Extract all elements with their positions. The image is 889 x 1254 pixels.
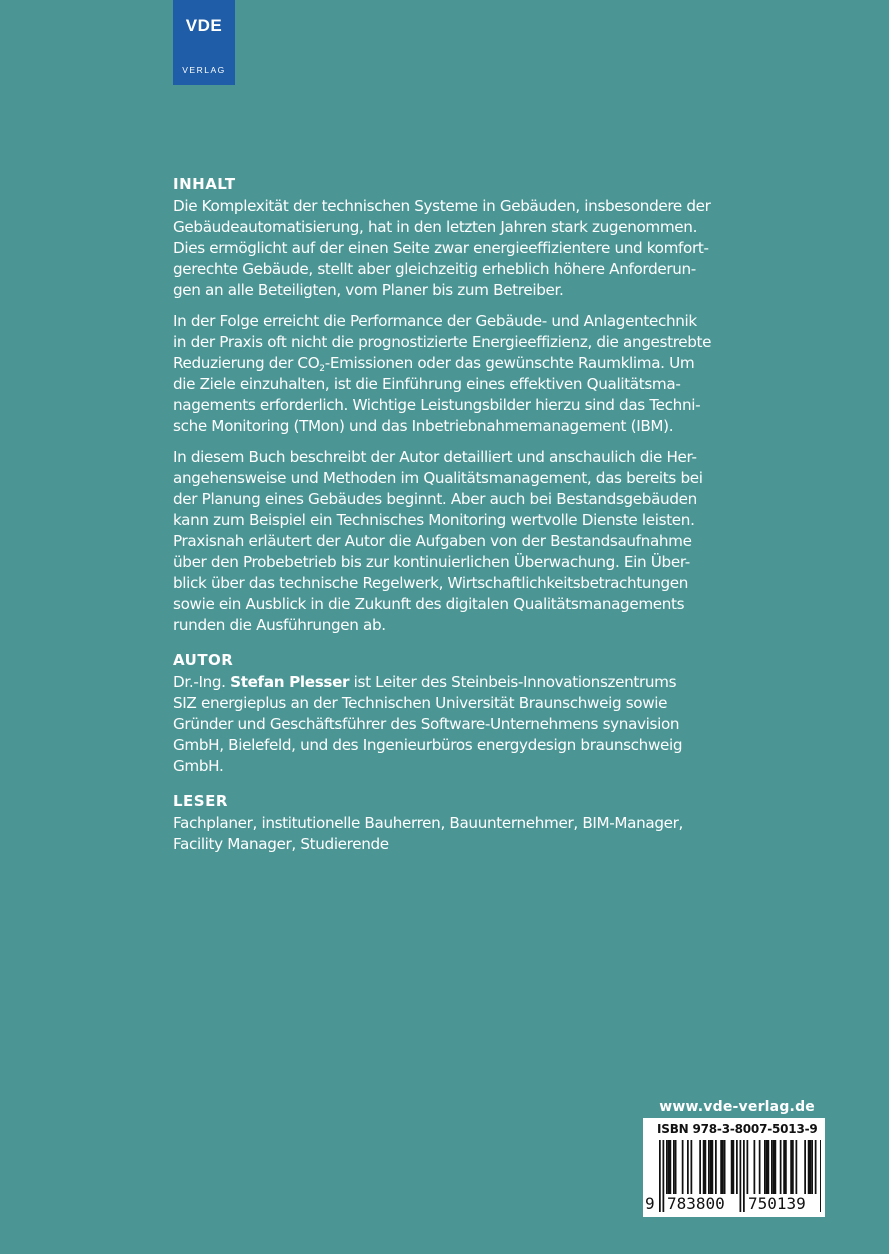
text-line: der Planung eines Gebäudes beginnt. Aber auch bei Bestandsgebäuden bbox=[173, 490, 697, 508]
vde-verlag-logo bbox=[173, 0, 235, 85]
barcode-bar bbox=[668, 1140, 670, 1194]
text-line: Facility Manager, Studierende bbox=[173, 835, 389, 853]
text-line: angehensweise und Methoden im Qualitätsmanagement, das bereits bei bbox=[173, 469, 703, 487]
text-line: Gründer und Geschäftsführer des Software-Unternehmens synavision bbox=[173, 715, 680, 733]
heading-autor: AUTOR bbox=[173, 651, 234, 669]
barcode-box bbox=[643, 1118, 825, 1217]
text-line: die Ziele einzuhalten, ist die Einführung eines effektiven Qualitätsma- bbox=[173, 375, 681, 393]
logo-verlag-text: VERLAG bbox=[182, 65, 226, 75]
barcode-bar bbox=[712, 1140, 714, 1194]
barcode-bar bbox=[810, 1140, 812, 1194]
barcode-bar bbox=[783, 1140, 785, 1194]
barcode-bar bbox=[764, 1140, 766, 1194]
barcode-bar bbox=[743, 1140, 745, 1212]
back-cover-text bbox=[173, 172, 733, 855]
author-name: Stefan Plesser bbox=[230, 673, 350, 691]
text-line: in der Praxis oft nicht die prognostizierte Energieeffizienz, die angestrebte bbox=[173, 333, 712, 351]
barcode-bar bbox=[754, 1140, 756, 1194]
heading-leser: LESER bbox=[173, 792, 228, 810]
barcode-bar bbox=[740, 1140, 742, 1212]
text-line: sche Monitoring (TMon) und das Inbetriebnahmemanagement (IBM). bbox=[173, 417, 674, 435]
barcode-bar bbox=[703, 1140, 705, 1194]
text-line: gerechte Gebäude, stellt aber gleichzeitig erheblich höhere Anforderun- bbox=[173, 260, 696, 278]
text-line: über den Probebetrieb bis zur kontinuierlichen Überwachung. Ein Über- bbox=[173, 553, 690, 571]
barcode-bar bbox=[691, 1140, 693, 1194]
barcode-bar bbox=[808, 1140, 810, 1194]
barcode-right-digits: 750139 bbox=[748, 1194, 806, 1213]
barcode-bar bbox=[708, 1140, 710, 1194]
text-fragment: ist Leiter des Steinbeis-Innovationszentrums bbox=[349, 673, 677, 691]
barcode-bar bbox=[771, 1140, 773, 1194]
section-autor bbox=[173, 648, 733, 777]
barcode-bar bbox=[724, 1140, 726, 1194]
text-line: nagements erforderlich. Wichtige Leistungsbilder hierzu sind das Techni- bbox=[173, 396, 701, 414]
text-line: Dies ermöglicht auf der einen Seite zwar energieeffizientere und komfort- bbox=[173, 239, 709, 257]
barcode-bar bbox=[666, 1140, 668, 1194]
paragraph-3 bbox=[173, 447, 733, 636]
barcode-bar bbox=[675, 1140, 677, 1194]
barcode-bar bbox=[759, 1140, 761, 1194]
barcode-bar bbox=[731, 1140, 733, 1194]
barcode-bar bbox=[785, 1140, 787, 1194]
barcode-bar bbox=[715, 1140, 717, 1194]
section-leser bbox=[173, 789, 733, 855]
barcode-bar bbox=[733, 1140, 735, 1194]
text-line bbox=[173, 353, 733, 374]
barcode-bar bbox=[687, 1140, 689, 1194]
text-line: Die Komplexität der technischen Systeme in Gebäuden, insbesondere der bbox=[173, 197, 711, 215]
barcode-bar bbox=[673, 1140, 675, 1194]
text-line: GmbH, Bielefeld, und des Ingenieurbüros energydesign braunschweig bbox=[173, 736, 683, 754]
barcode-bar bbox=[820, 1140, 821, 1212]
isbn-label: ISBN 978-3-8007-5013-9 bbox=[657, 1122, 818, 1136]
publisher-website: www.vde-verlag.de bbox=[659, 1099, 815, 1115]
barcode-first-digit: 9 bbox=[645, 1194, 655, 1213]
text-line: sowie ein Ausblick in die Zukunft des digitalen Qualitätsmanagements bbox=[173, 595, 685, 613]
text-line: blick über das technische Regelwerk, Wirtschaftlichkeitsbetrachtungen bbox=[173, 574, 689, 592]
barcode-left-digits: 783800 bbox=[667, 1194, 725, 1213]
barcode-bar bbox=[747, 1140, 749, 1194]
barcode-bar bbox=[699, 1140, 701, 1194]
barcode-bar bbox=[815, 1140, 817, 1194]
logo-vde-text: VDE bbox=[185, 16, 223, 35]
barcode-bar bbox=[710, 1140, 712, 1194]
barcode-bar bbox=[792, 1140, 794, 1194]
section-inhalt bbox=[173, 172, 733, 636]
text-fragment: Reduzierung der CO bbox=[173, 354, 320, 372]
barcode-bar bbox=[804, 1140, 806, 1194]
barcode-bar bbox=[811, 1140, 813, 1194]
barcode-bar bbox=[722, 1140, 724, 1194]
barcode-bar bbox=[663, 1140, 665, 1212]
text-line: GmbH. bbox=[173, 757, 224, 775]
barcode-bar bbox=[705, 1140, 707, 1194]
text-line: kann zum Beispiel ein Technisches Monitoring wertvolle Dienste leisten. bbox=[173, 511, 695, 529]
barcode-bar bbox=[670, 1140, 672, 1194]
text-line: Praxisnah erläutert der Autor die Aufgaben von der Bestandsaufnahme bbox=[173, 532, 692, 550]
readers-text bbox=[173, 813, 733, 855]
barcode-bar bbox=[773, 1140, 775, 1194]
barcode-bar bbox=[682, 1140, 684, 1194]
text-line: gen an alle Beteiligten, vom Planer bis zum Betreiber. bbox=[173, 281, 564, 299]
author-bio bbox=[173, 693, 733, 777]
barcode-bar bbox=[775, 1140, 777, 1194]
text-fragment: -Emissionen oder das gewünschte Raumklima. Um bbox=[324, 354, 695, 372]
text-line: Gebäudeautomatisierung, hat in den letzten Jahren stark zugenommen. bbox=[173, 218, 698, 236]
text-line: In der Folge erreicht die Performance der Gebäude- und Anlagentechnik bbox=[173, 312, 697, 330]
barcode-bar bbox=[720, 1140, 722, 1194]
barcode-bar bbox=[796, 1140, 798, 1194]
barcode-bar bbox=[768, 1140, 770, 1194]
text-line: In diesem Buch beschreibt der Autor detailliert und anschaulich die Her- bbox=[173, 448, 697, 466]
barcode-bar bbox=[780, 1140, 782, 1194]
subscript: 2 bbox=[319, 364, 325, 374]
text-line: runden die Ausführungen ab. bbox=[173, 616, 386, 634]
paragraph-2 bbox=[173, 311, 733, 437]
heading-inhalt: INHALT bbox=[173, 175, 236, 193]
text-fragment: Dr.-Ing. bbox=[173, 673, 231, 691]
barcode-bar bbox=[766, 1140, 768, 1194]
text-line: Fachplaner, institutionelle Bauherren, Bauunternehmer, BIM-Manager, bbox=[173, 814, 683, 832]
text-line bbox=[173, 672, 733, 693]
barcode-bar bbox=[790, 1140, 792, 1194]
barcode-bar bbox=[736, 1140, 738, 1194]
barcode-bar bbox=[659, 1140, 661, 1212]
text-line: SIZ energieplus an der Technischen Universität Braunschweig sowie bbox=[173, 694, 668, 712]
paragraph-1 bbox=[173, 196, 733, 301]
